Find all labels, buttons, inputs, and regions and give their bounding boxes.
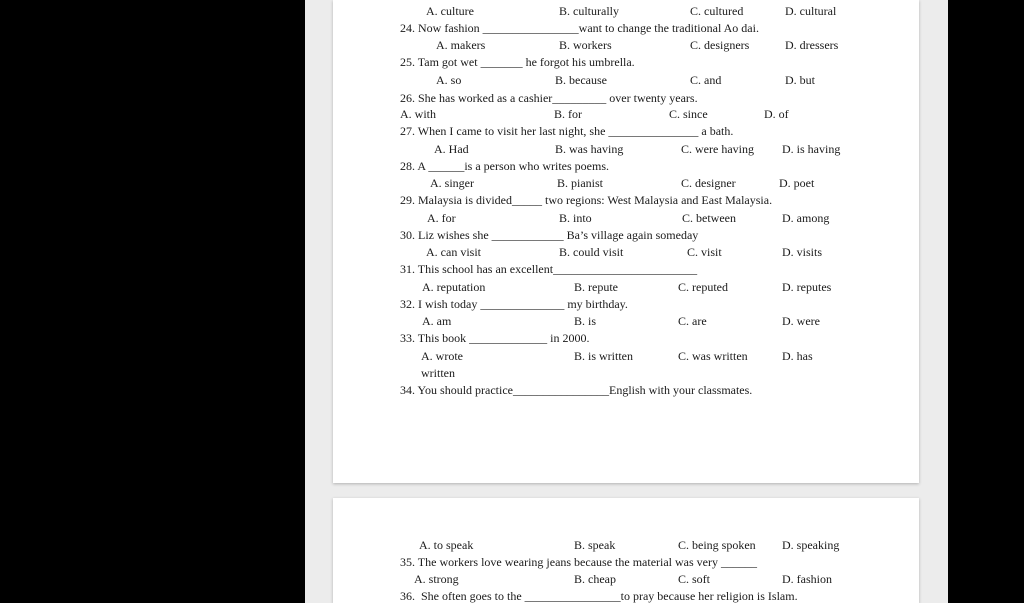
q24-stem: 24. Now fashion ________________want to change the traditional Ao dai. (400, 21, 759, 35)
q31-opt-c: C. reputed (678, 280, 728, 294)
q35-stem: 35. The workers love wearing jeans because the material was very ______ (400, 555, 757, 569)
q29-opt-c: C. between (682, 211, 736, 225)
document-page-1[interactable] (333, 0, 919, 483)
q28-opt-b: B. pianist (557, 176, 604, 190)
q28-opt-d: D. poet (779, 176, 815, 190)
q35-opt-a: A. strong (414, 572, 459, 586)
q33-opt-b: B. is written (574, 349, 633, 363)
document-page-2[interactable] (333, 498, 919, 603)
q33-opt-d: D. has (782, 349, 813, 363)
q33-opt-d-cont: written (421, 366, 455, 380)
q34-opt-c: C. being spoken (678, 538, 756, 552)
q26-opt-b: B. for (554, 107, 582, 121)
left-dark-margin (0, 0, 305, 603)
q36-stem: 36. She often goes to the ________________to pray because her religion is Islam. (400, 589, 798, 603)
q27-opt-c: C. were having (681, 142, 754, 156)
q30-stem: 30. Liz wishes she ____________ Ba’s village again someday (400, 228, 699, 242)
q31-opt-d: D. reputes (782, 280, 832, 294)
q25-opt-d: D. but (785, 73, 815, 87)
q26-opt-d: D. of (764, 107, 789, 121)
q24-opt-b: B. workers (559, 38, 612, 52)
q24-opt-a: A. makers (436, 38, 486, 52)
q34-stem: 34. You should practice________________English with your classmates. (400, 383, 753, 397)
q26-opt-a: A. with (400, 107, 436, 121)
q29-opt-d: D. among (782, 211, 830, 225)
q32-opt-d: D. were (782, 314, 820, 328)
q29-opt-b: B. into (559, 211, 592, 225)
q35-opt-c: C. soft (678, 572, 711, 586)
q33-opt-a: A. wrote (421, 349, 463, 363)
q28-stem: 28. A ______is a person who writes poems. (400, 159, 609, 173)
q33-stem: 33. This book _____________ in 2000. (400, 331, 590, 345)
q28-opt-a: A. singer (430, 176, 474, 190)
q26-opt-c: C. since (669, 107, 708, 121)
q29-stem: 29. Malaysia is divided_____ two regions: West Malaysia and East Malaysia. (400, 193, 773, 207)
q31-stem: 31. This school has an excellent________________________ (400, 262, 698, 276)
q25-stem: 25. Tam got wet _______ he forgot his umbrella. (400, 55, 635, 69)
q25-opt-c: C. and (690, 73, 722, 87)
q27-opt-b: B. was having (555, 142, 624, 156)
q23-opt-d: D. cultural (785, 4, 837, 18)
q30-opt-d: D. visits (782, 245, 823, 259)
q31-opt-a: A. reputation (422, 280, 486, 294)
q27-opt-a: A. Had (434, 142, 469, 156)
q34-opt-a: A. to speak (419, 538, 474, 552)
q31-opt-b: B. repute (574, 280, 618, 294)
q23-opt-b: B. culturally (559, 4, 619, 18)
q35-opt-d: D. fashion (782, 572, 832, 586)
q23-opt-c: C. cultured (690, 4, 744, 18)
q27-opt-d: D. is having (782, 142, 841, 156)
q24-opt-d: D. dressers (785, 38, 839, 52)
q34-opt-b: B. speak (574, 538, 616, 552)
q26-stem: 26. She has worked as a cashier_________ over twenty years. (400, 91, 698, 105)
q24-opt-c: C. designers (690, 38, 750, 52)
q25-opt-b: B. because (555, 73, 607, 87)
q30-opt-c: C. visit (687, 245, 722, 259)
q32-stem: 32. I wish today ______________ my birthday. (400, 297, 628, 311)
q32-opt-a: A. am (422, 314, 452, 328)
q23-opt-a: A. culture (426, 4, 474, 18)
q27-stem: 27. When I came to visit her last night, she _______________ a bath. (400, 124, 734, 138)
q32-opt-c: C. are (678, 314, 707, 328)
q30-opt-a: A. can visit (426, 245, 481, 259)
q30-opt-b: B. could visit (559, 245, 624, 259)
q34-opt-d: D. speaking (782, 538, 840, 552)
q25-opt-a: A. so (436, 73, 462, 87)
q32-opt-b: B. is (574, 314, 597, 328)
q35-opt-b: B. cheap (574, 572, 616, 586)
right-dark-margin (948, 0, 1024, 603)
q28-opt-c: C. designer (681, 176, 736, 190)
q33-opt-c: C. was written (678, 349, 748, 363)
q29-opt-a: A. for (427, 211, 456, 225)
